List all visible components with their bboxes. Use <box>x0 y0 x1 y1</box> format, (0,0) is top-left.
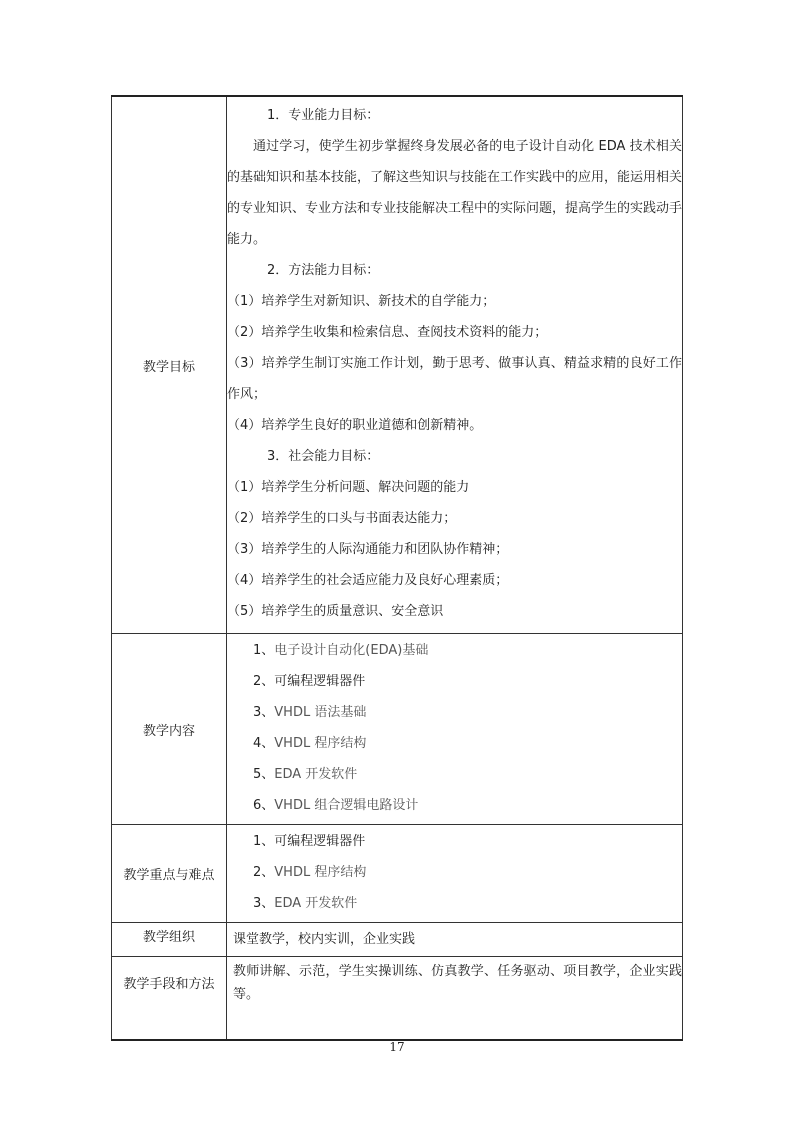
content-item: 4、VHDL 程序结构 <box>253 736 367 751</box>
content-key-points <box>227 825 683 923</box>
methods-text: 教师讲解、示范，学生实操训练、仿真教学、任务驱动、项目教学，企业实践等。 <box>233 964 682 1002</box>
goal-heading-3: 3．社会能力目标： <box>267 449 380 464</box>
social-goal-1: （1）培养学生分析问题、解决问题的能力 <box>227 480 470 495</box>
row-teaching-goals <box>112 96 683 634</box>
key-point-item: 1、可编程逻辑器件 <box>253 834 366 849</box>
method-goal-4: （4）培养学生良好的职业道德和创新精神。 <box>227 418 483 433</box>
content-item: 2、可编程逻辑器件 <box>253 674 366 689</box>
label-teaching-methods: 教学手段和方法 <box>112 957 227 1041</box>
label-teaching-content: 教学内容 <box>112 634 227 825</box>
course-table <box>111 95 683 1041</box>
content-item: 3、VHDL 语法基础 <box>253 705 367 720</box>
content-item: 5、EDA 开发软件 <box>253 767 358 782</box>
label-key-points: 教学重点与难点 <box>112 825 227 923</box>
key-point-item: 3、EDA 开发软件 <box>253 896 358 911</box>
organization-text: 课堂教学，校内实训，企业实践 <box>233 932 416 947</box>
label-teaching-goals: 教学目标 <box>112 96 227 634</box>
content-teaching-organization <box>227 923 683 957</box>
method-goal-1: （1）培养学生对新知识、新技术的自学能力； <box>227 294 496 309</box>
goal-heading-2: 2．方法能力目标： <box>267 263 380 278</box>
content-teaching-goals <box>227 96 683 634</box>
goal-paragraph-1: 通过学习，使学生初步掌握终身发展必备的电子设计自动化 EDA 技术相关的基础知识和基本技能，了解这些知识与技能在工作实践中的应用，能运用相关的专业知识、专业方法和专业技能解决工程中的实际问题，提高学生的实践动手能力。 <box>227 139 683 247</box>
content-teaching-methods <box>227 957 683 1041</box>
goal-heading-1: 1．专业能力目标： <box>267 108 380 123</box>
social-goal-2: （2）培养学生的口头与书面表达能力； <box>227 511 457 526</box>
content-item: 1、电子设计自动化(EDA)基础 <box>253 643 429 658</box>
page-number: 17 <box>389 1040 405 1054</box>
content-item: 6、VHDL 组合逻辑电路设计 <box>253 798 419 813</box>
social-goal-3: （3）培养学生的人际沟通能力和团队协作精神； <box>227 542 509 557</box>
method-goal-3: （3）培养学生制订实施工作计划，勤于思考、做事认真、精益求精的良好工作作风； <box>227 356 682 402</box>
label-teaching-organization: 教学组织 <box>112 923 227 957</box>
method-goal-2: （2）培养学生收集和检索信息、查阅技术资料的能力； <box>227 325 548 340</box>
row-teaching-methods <box>112 957 683 1041</box>
social-goal-5: （5）培养学生的质量意识、安全意识 <box>227 604 444 619</box>
content-teaching-content <box>227 634 683 825</box>
row-teaching-content <box>112 634 683 825</box>
key-point-item: 2、VHDL 程序结构 <box>253 865 367 880</box>
social-goal-4: （4）培养学生的社会适应能力及良好心理素质； <box>227 573 509 588</box>
row-key-points <box>112 825 683 923</box>
row-teaching-organization <box>112 923 683 957</box>
